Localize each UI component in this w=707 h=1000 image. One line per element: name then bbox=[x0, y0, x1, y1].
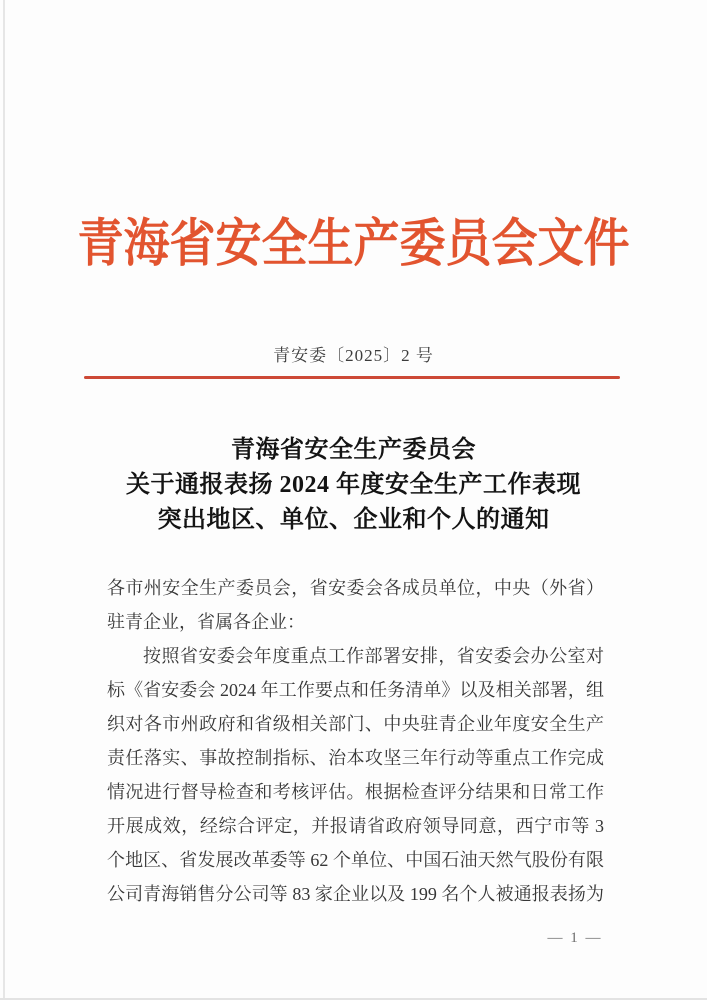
body-line-9: 个地区、省发展改革委等 62 个单位、中国石油天然气股份有限 bbox=[107, 850, 604, 870]
notice-title-line-2: 关于通报表扬 2024 年度安全生产工作表现 bbox=[126, 472, 581, 498]
body-line-6: 责任落实、事故控制指标、治本攻坚三年行动等重点工作完成 bbox=[107, 748, 604, 768]
body-line-10: 公司青海销售分公司等 83 家企业以及 199 名个人被通报表扬为 bbox=[107, 884, 604, 904]
page-number: — 1 — bbox=[547, 930, 603, 946]
notice-title bbox=[0, 433, 707, 538]
document-body bbox=[107, 571, 604, 911]
document-number: 青安委〔2025〕2 号 bbox=[273, 346, 434, 365]
body-line-3: 按照省安委会年度重点工作部署安排，省安委会办公室对 bbox=[143, 646, 604, 666]
red-divider-line bbox=[84, 376, 620, 379]
notice-title-line-3: 突出地区、单位、企业和个人的通知 bbox=[157, 507, 550, 533]
body-line-2: 驻青企业，省属各企业： bbox=[107, 612, 305, 632]
notice-title-line-1: 青海省安全生产委员会 bbox=[231, 437, 476, 463]
body-line-8: 开展成效，经综合评定，并报请省政府领导同意，西宁市等 3 bbox=[107, 816, 604, 836]
body-line-1: 各市州安全生产委员会，省安委会各成员单位，中央（外省） bbox=[107, 578, 604, 598]
body-line-5: 织对各市州政府和省级相关部门、中央驻青企业年度安全生产 bbox=[107, 714, 604, 734]
letterhead-title: 青海省安全生产委员会文件 bbox=[77, 215, 630, 273]
body-line-4: 标《省安委会 2024 年工作要点和任务清单》以及相关部署，组 bbox=[107, 680, 604, 700]
body-line-7: 情况进行督导检查和考核评估。根据检查评分结果和日常工作 bbox=[107, 782, 604, 802]
